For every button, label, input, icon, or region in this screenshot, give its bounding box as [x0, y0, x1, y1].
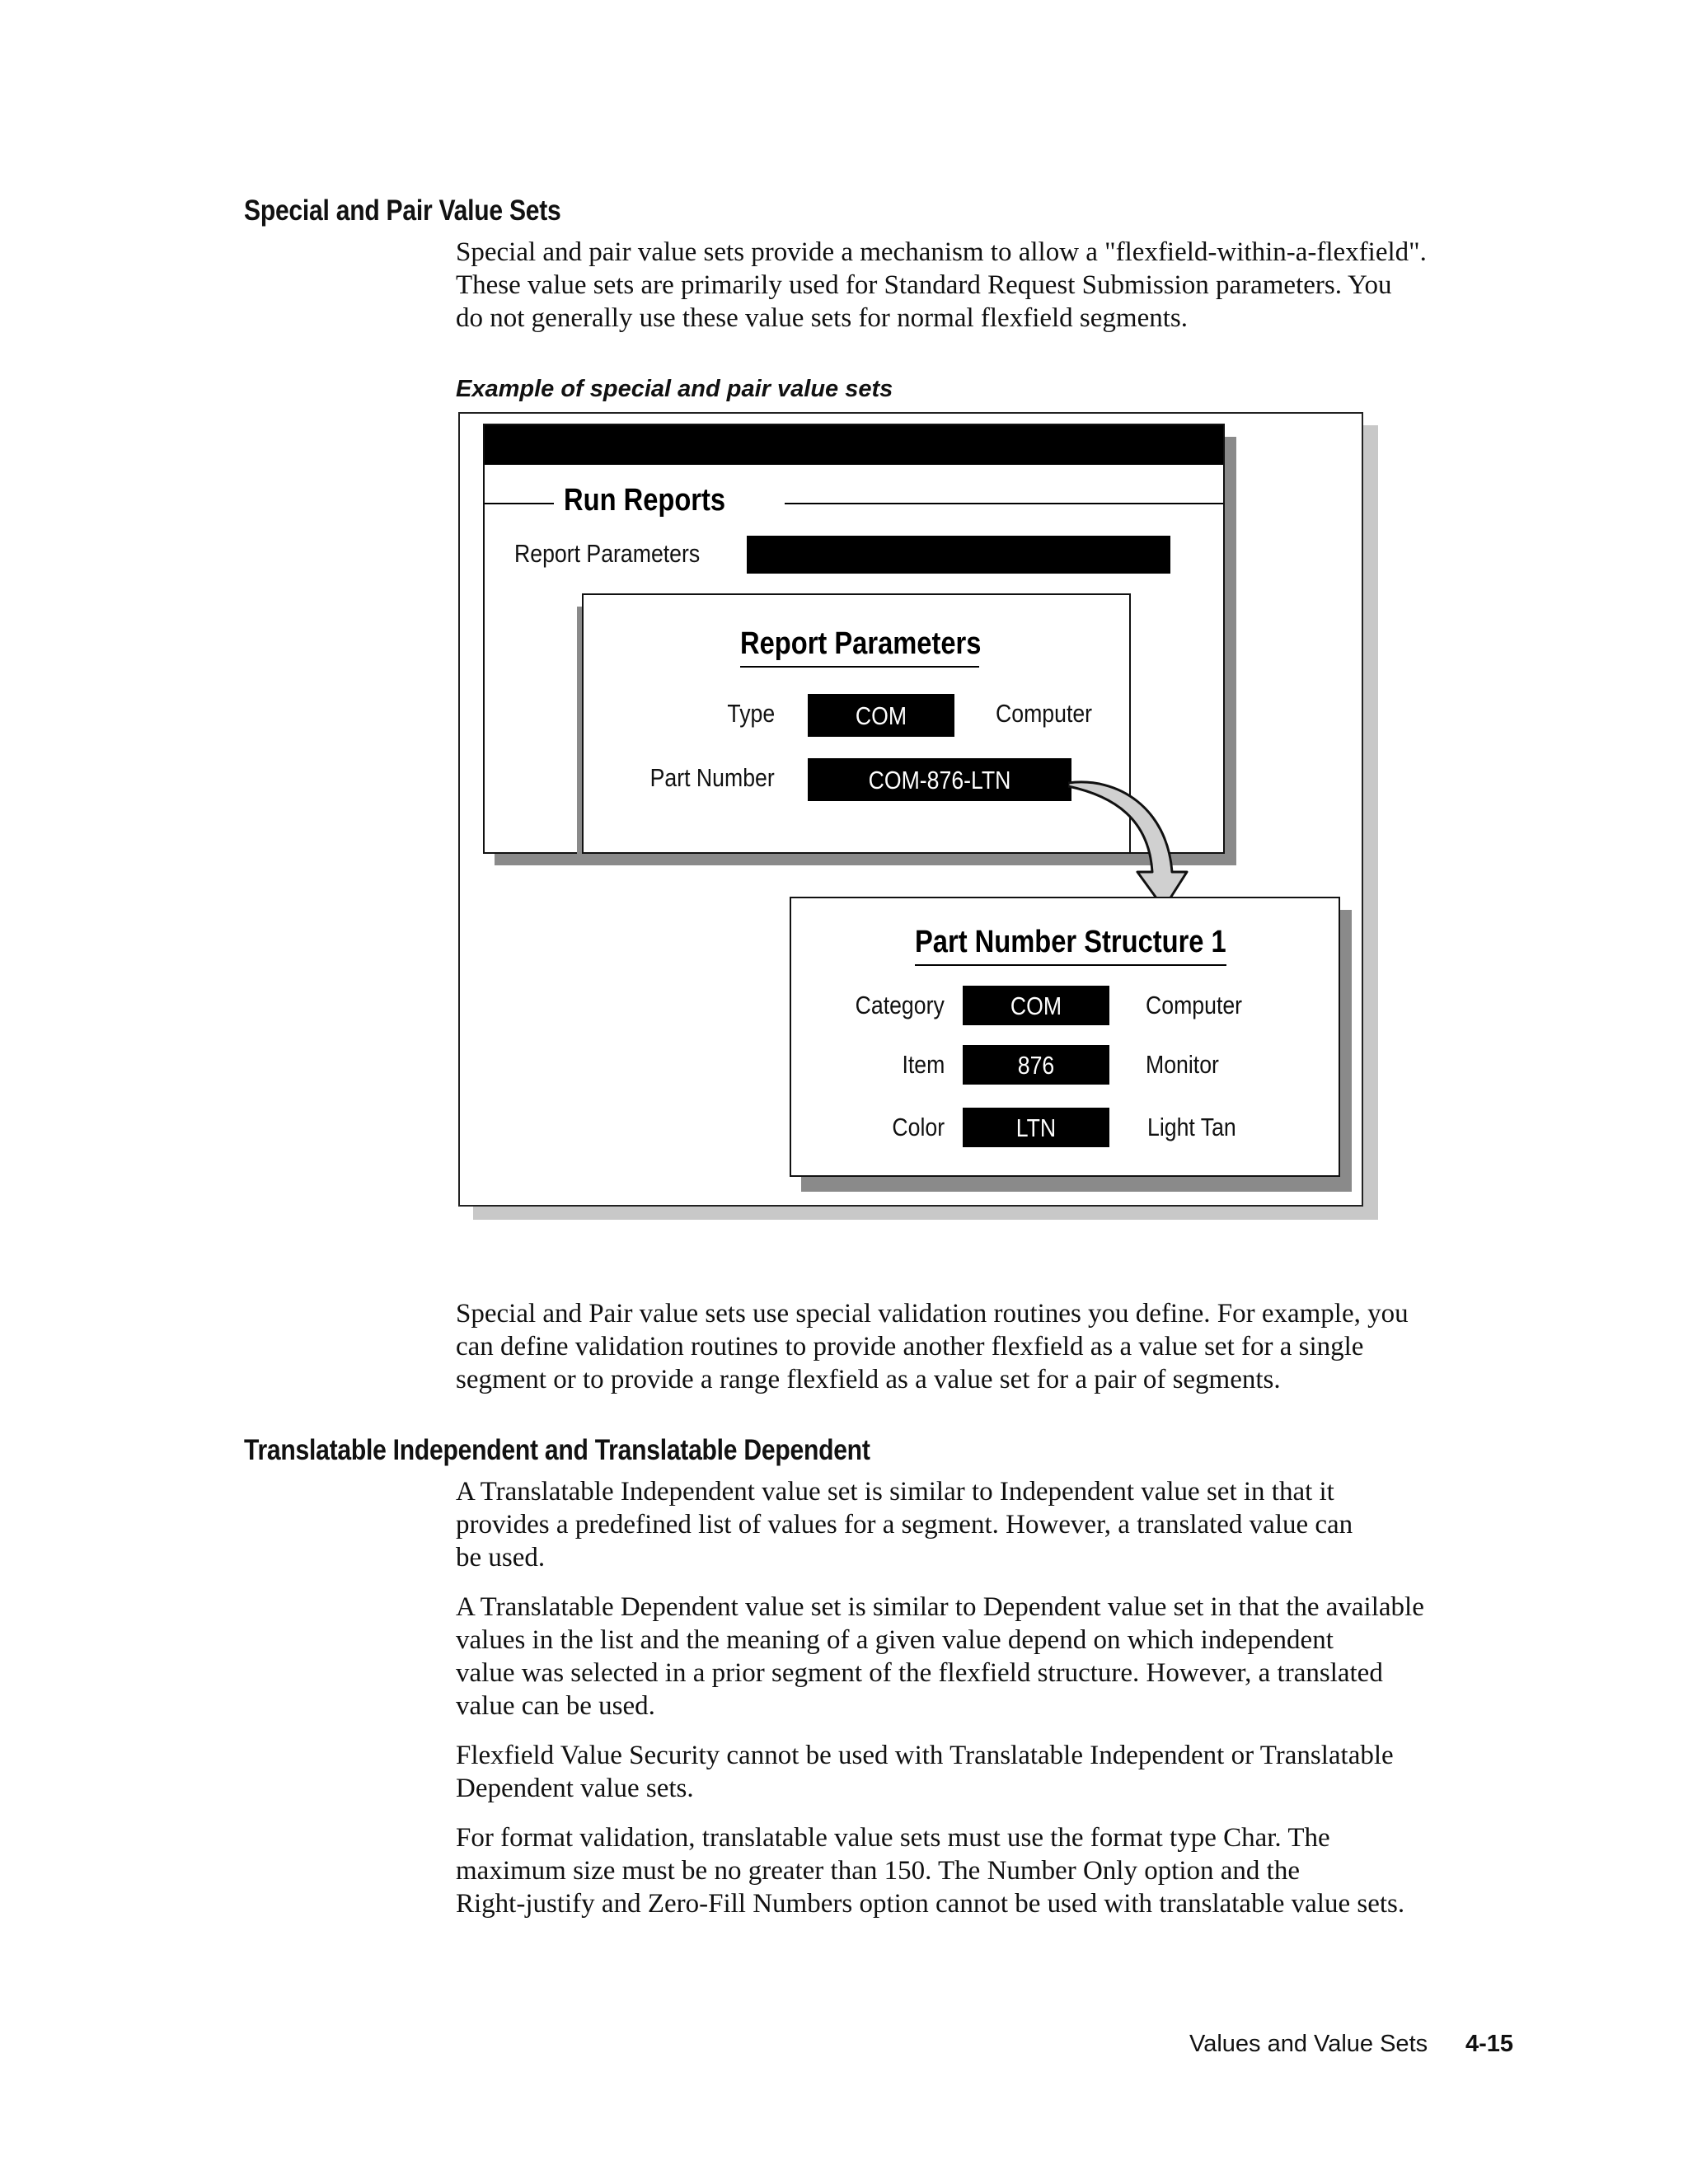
text-line: A Translatable Dependent value set is similar to Dependent value set in that the available	[456, 1592, 1424, 1622]
figure-caption: Example of special and pair value sets	[456, 376, 893, 402]
report-parameters-window	[582, 593, 1131, 854]
text-line: Special and pair value sets provide a mechanism to allow a "flexfield-within-a-flexfield".	[456, 237, 1427, 267]
title-underline	[915, 964, 1226, 966]
item-meaning: Monitor	[1146, 1050, 1219, 1079]
type-label: Type	[727, 699, 775, 728]
text-line: value was selected in a prior segment of the flexfield structure. However, a translated	[456, 1658, 1383, 1688]
paragraph-special-pair-validation	[456, 1297, 1409, 1396]
report-parameters-field[interactable]	[747, 536, 1170, 574]
text-line: Dependent value sets.	[456, 1774, 694, 1803]
category-label: Category	[855, 991, 945, 1019]
section-heading-translatable: Translatable Independent and Translatable Dependent	[244, 1434, 870, 1466]
run-reports-title: Run Reports	[564, 483, 726, 518]
report-parameters-label: Report Parameters	[514, 539, 701, 568]
text-line: Special and Pair value sets use special validation routines you define. For example, you	[456, 1299, 1409, 1329]
part-number-structure-window	[790, 897, 1340, 1177]
part-number-label: Part Number	[649, 763, 775, 792]
text-line: For format validation, translatable value sets must use the format type Char. The	[456, 1823, 1330, 1853]
text-line: These value sets are primarily used for Standard Request Submission parameters. You	[456, 270, 1392, 300]
paragraph-translatable-independent	[456, 1475, 1353, 1574]
item-value: 876	[1017, 1051, 1055, 1080]
section-heading-special-pair: Special and Pair Value Sets	[244, 194, 561, 227]
paragraph-special-pair-intro	[456, 236, 1427, 335]
paragraph-format-validation	[456, 1821, 1404, 1920]
text-line: Right-justify and Zero-Fill Numbers option cannot be used with translatable value sets.	[456, 1889, 1405, 1919]
text-line: value can be used.	[456, 1691, 655, 1721]
text-line: segment or to provide a range flexfield as a value set for a pair of segments.	[456, 1365, 1281, 1394]
item-field[interactable]	[963, 1045, 1109, 1085]
text-line: be used.	[456, 1543, 546, 1572]
text-line: can define validation routines to provide another flexfield as a value set for a single	[456, 1332, 1364, 1361]
footer-page-number: 4-15	[1465, 2031, 1514, 2057]
type-value: COM	[855, 701, 907, 730]
color-value: LTN	[1015, 1113, 1057, 1142]
color-field[interactable]	[963, 1108, 1109, 1147]
paragraph-translatable-dependent	[456, 1591, 1424, 1722]
part-number-structure-title: Part Number Structure 1	[915, 925, 1226, 959]
color-meaning: Light Tan	[1147, 1113, 1236, 1141]
footer-section-title: Values and Value Sets	[1189, 2031, 1428, 2057]
type-meaning: Computer	[996, 699, 1093, 728]
item-label: Item	[902, 1050, 945, 1079]
report-parameters-title: Report Parameters	[740, 626, 982, 661]
text-line: A Translatable Independent value set is similar to Independent value set in that it	[456, 1477, 1334, 1507]
window-titlebar	[485, 425, 1223, 465]
paragraph-value-security	[456, 1739, 1394, 1805]
text-line: maximum size must be no greater than 150. The Number Only option and the	[456, 1856, 1300, 1886]
title-underline	[740, 666, 979, 668]
type-field[interactable]	[808, 694, 954, 737]
text-line: provides a predefined list of values for a segment. However, a translated value can	[456, 1510, 1353, 1540]
text-line: do not generally use these value sets for normal flexfield segments.	[456, 303, 1188, 333]
figure-special-pair-value-sets	[458, 412, 1378, 1220]
color-label: Color	[892, 1113, 945, 1141]
part-number-value: COM-876-LTN	[868, 766, 1011, 794]
category-meaning: Computer	[1146, 991, 1243, 1019]
text-line: Flexfield Value Security cannot be used with Translatable Independent or Translatable	[456, 1741, 1394, 1770]
category-field[interactable]	[963, 986, 1109, 1025]
category-value: COM	[1010, 991, 1062, 1020]
part-number-field[interactable]	[808, 758, 1071, 801]
text-line: values in the list and the meaning of a given value depend on which independent	[456, 1625, 1334, 1655]
